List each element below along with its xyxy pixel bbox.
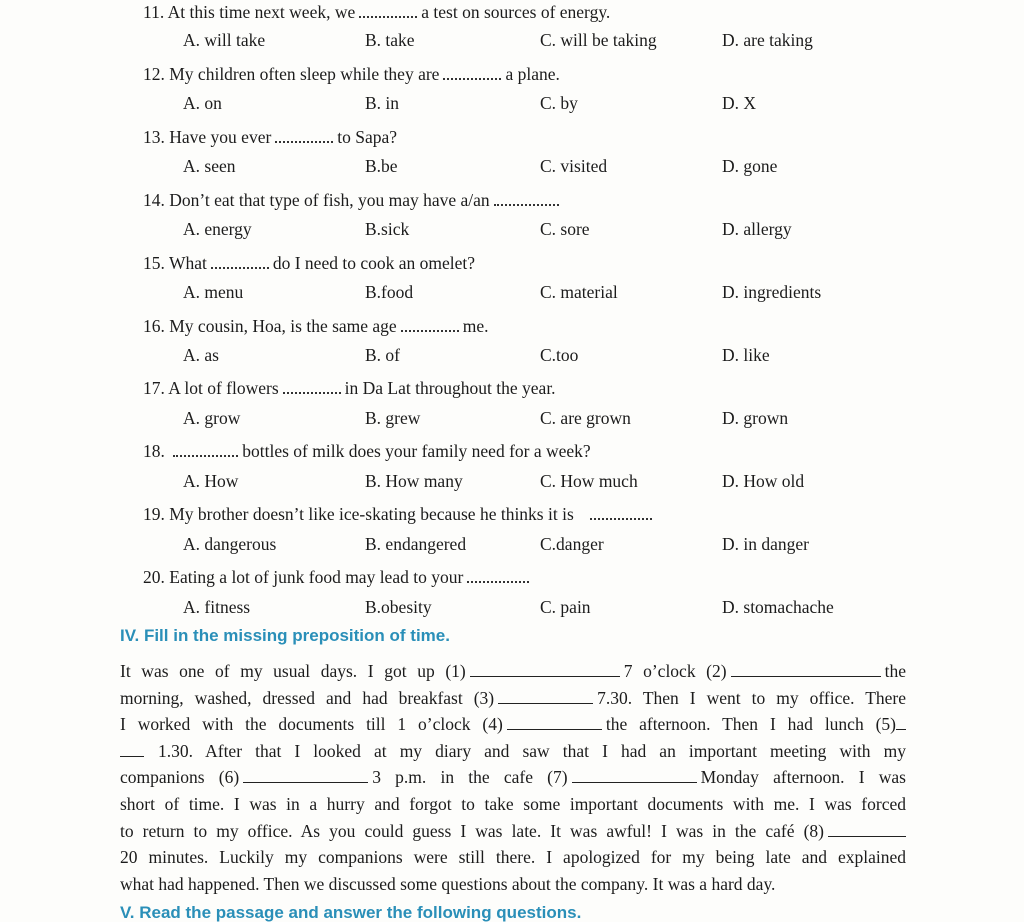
paragraph-text: 1.30. After that I looked at my diary and saw that I had an important meeting with my (158, 740, 906, 761)
paragraph-line (120, 844, 906, 871)
question-line (143, 439, 591, 462)
paragraph-text: short of time. I was in a hurry and forgot to take some important documents with me. I was forced (120, 793, 906, 814)
question-number: 11. (143, 1, 165, 22)
answer-option: B.obesity (365, 597, 432, 617)
answer-option: B. How many (365, 471, 463, 491)
answer-option: D. like (722, 345, 770, 365)
paragraph-text: the (884, 661, 906, 681)
answer-option: C.too (540, 345, 579, 365)
question-line (143, 376, 556, 399)
paragraph-line (120, 818, 906, 845)
answer-option: B. take (365, 30, 415, 50)
answer-option: A. fitness (183, 597, 251, 617)
question-text-before: My cousin, Hoa, is the same age (169, 315, 397, 336)
paragraph-text: I worked with the documents till 1 o’clock (4) (120, 714, 503, 735)
answer-option: C. pain (540, 597, 591, 617)
answer-option: A. energy (183, 219, 252, 239)
question-line (143, 125, 397, 148)
question-text-before: What (168, 252, 207, 273)
answer-option: D. grown (722, 408, 789, 428)
preposition-blank (498, 685, 593, 704)
paragraph-text: 20 minutes. Luckily my companions were still there. I apologized for my being late and explained (120, 847, 906, 868)
answer-option: A. dangerous (183, 534, 277, 554)
paragraph-line (120, 738, 906, 765)
question-line (143, 565, 533, 588)
answer-option: B.be (365, 156, 398, 176)
answer-blank (443, 62, 501, 80)
question-number: 16. (143, 315, 165, 336)
fill-in-paragraph (120, 658, 906, 897)
answer-blank (211, 251, 269, 269)
answer-option: A. seen (183, 156, 236, 176)
answer-option: A. on (183, 93, 222, 113)
section-heading: IV. Fill in the missing preposition of time. (120, 626, 450, 645)
paragraph-text: 3 p.m. in the cafe (7) (372, 767, 568, 788)
question-line (143, 188, 563, 211)
answer-option: D. How old (722, 471, 805, 491)
question-number: 19. (143, 503, 165, 524)
preposition-blank (120, 738, 144, 757)
paragraph-text: morning, washed, dressed and had breakfast (3) (120, 687, 495, 708)
answer-option: B. of (365, 345, 400, 365)
question-text-before: Don’t eat that type of fish, you may have a/an (169, 189, 490, 210)
answer-option: C. material (540, 282, 618, 302)
answer-option: C. visited (540, 156, 608, 176)
answer-option: C.danger (540, 534, 604, 554)
paragraph-line (120, 685, 906, 712)
answer-option: C. How much (540, 471, 638, 491)
paragraph-text: 7 o’clock (2) (623, 661, 727, 681)
answer-option: C. are grown (540, 408, 631, 428)
question-text-after: a plane. (505, 63, 560, 84)
question-text-before: Have you ever (169, 126, 272, 147)
answer-option: A. as (183, 345, 219, 365)
answer-option: B.sick (365, 219, 410, 239)
answer-option: B.food (365, 282, 414, 302)
question-text-after: me. (462, 315, 489, 336)
answer-option: D. allergy (722, 219, 792, 239)
answer-option: D. are taking (722, 30, 813, 50)
paragraph-line (120, 791, 906, 818)
preposition-blank (572, 765, 697, 784)
answer-option: A. How (183, 471, 239, 491)
answer-option: B. endangered (365, 534, 467, 554)
answer-blank (173, 439, 238, 457)
question-line (143, 62, 560, 85)
question-text-before: Eating a lot of junk food may lead to your (169, 566, 464, 587)
question-text-before: At this time next week, we (167, 1, 356, 22)
paragraph-line (120, 711, 906, 738)
answer-option: B. in (365, 93, 400, 113)
answer-option: A. menu (183, 282, 244, 302)
answer-option: C. sore (540, 219, 590, 239)
question-text-before: My children often sleep while they are (169, 63, 440, 84)
answer-option: D. ingredients (722, 282, 822, 302)
paragraph-text: It was one of my usual days. I got up (1) (120, 661, 466, 681)
question-text-before: My brother doesn’t like ice-skating because he thinks it is (169, 503, 574, 524)
answer-option: D. in danger (722, 534, 809, 554)
preposition-blank (243, 765, 368, 784)
question-line (143, 502, 656, 525)
paragraph-text: 7.30. Then I went to my office. There (597, 687, 906, 708)
next-section-heading: V. Read the passage and answer the following questions. (120, 903, 582, 922)
paragraph-line (120, 764, 906, 791)
answer-blank (494, 188, 559, 206)
question-text-after: do I need to cook an omelet? (272, 252, 475, 273)
answer-option: D. stomachache (722, 597, 834, 617)
preposition-blank (896, 712, 906, 731)
question-line (143, 0, 610, 23)
answer-blank (467, 565, 529, 583)
question-text-after: a test on sources of energy. (421, 1, 611, 22)
question-number: 14. (143, 189, 165, 210)
question-text-after: bottles of milk does your family need for a week? (242, 440, 591, 461)
answer-option: C. by (540, 93, 578, 113)
paragraph-text: companions (6) (120, 767, 240, 788)
answer-option: C. will be taking (540, 30, 657, 50)
question-number: 18. (143, 440, 165, 461)
preposition-blank (507, 712, 602, 731)
question-number: 15. (143, 252, 165, 273)
question-number: 12. (143, 63, 165, 84)
question-text-before: A lot of flowers (168, 377, 279, 398)
answer-option: B. grew (365, 408, 421, 428)
paragraph-line (120, 658, 906, 685)
question-number: 20. (143, 566, 165, 587)
paragraph-line (120, 871, 906, 898)
paragraph-text: to return to my office. As you could guess I was late. It was awful! I was in the café (8) (120, 820, 824, 841)
paragraph-text: what had happened. Then we discussed some questions about the company. It was a hard day. (120, 873, 776, 894)
answer-blank (283, 376, 341, 394)
question-text-after: to Sapa? (337, 126, 398, 147)
preposition-blank (470, 659, 620, 678)
question-line (143, 251, 475, 274)
answer-option: D. X (722, 93, 757, 113)
answer-blank (590, 502, 652, 520)
answer-blank (275, 125, 333, 143)
paragraph-text: the afternoon. Then I had lunch (5) (605, 714, 896, 735)
question-text-after: in Da Lat throughout the year. (344, 377, 556, 398)
answer-blank (401, 314, 459, 332)
question-line (143, 314, 488, 337)
answer-blank (359, 0, 417, 18)
paragraph-text: Monday afternoon. I was (700, 767, 906, 788)
preposition-blank (828, 818, 906, 837)
question-number: 13. (143, 126, 165, 147)
answer-option: A. will take (183, 30, 266, 50)
preposition-blank (731, 659, 881, 678)
answer-option: A. grow (183, 408, 241, 428)
answer-option: D. gone (722, 156, 778, 176)
question-number: 17. (143, 377, 165, 398)
